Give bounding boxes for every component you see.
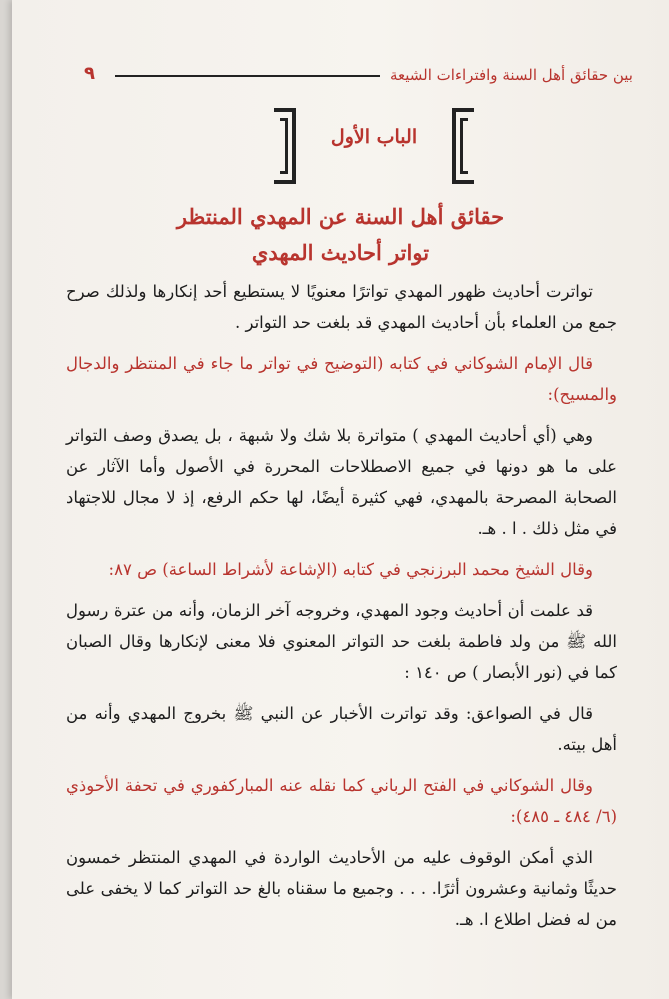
chapter-frame: [274, 108, 474, 184]
left-bracket-ornament: [274, 108, 296, 184]
quote-intro: وقال الشيخ محمد البرزنجي في كتابه (الإشاعة لأشراط الساعة) ص ٨٧:: [108, 560, 593, 579]
page-body: [66, 276, 617, 935]
quote-intro: قال الإمام الشوكاني في كتابه (التوضيح في تواتر ما جاء في المنتظر والدجال والمسيح):: [66, 354, 617, 404]
paragraph: قال في الصواعق: وقد تواترت الأخبار عن النبي ﷺ بخروج المهدي وأنه من أهل بيته.: [66, 704, 617, 754]
page-header: [84, 50, 633, 84]
paragraph: قد علمت أن أحاديث وجود المهدي، وخروجه آخر الزمان، وأنه من عترة رسول الله ﷺ من ولد فاطمة بلغت حد التواتر المعنوي فلا معنى لإنكارها وقال الصبان كما في (نور الأبصار ) ص ١٤٠ :: [66, 601, 617, 682]
paragraph: تواترت أحاديث ظهور المهدي تواترًا معنويًا لا يستطيع أحد إنكارها ولذلك صرح جمع من العلماء بأن أحاديث المهدي قد بلغت حد التواتر .: [66, 282, 617, 332]
running-title: بين حقائق أهل السنة وافتراءات الشيعة: [389, 66, 633, 84]
header-rule: [115, 75, 380, 77]
section-subheading: تواتر أحاديث المهدي: [251, 240, 430, 265]
right-bracket-ornament: [452, 108, 474, 184]
chapter-title: الباب الأول: [330, 126, 418, 148]
book-page: [12, 0, 669, 999]
quote-intro: وقال الشوكاني في الفتح الرباني كما نقله عنه المباركفوري في تحفة الأحوذي (٦/ ٤٨٤ ـ ٤٨٥):: [66, 776, 617, 826]
section-heading: حقائق أهل السنة عن المهدي المنتظر: [176, 204, 505, 229]
page-number: ٩: [84, 63, 95, 84]
paragraph: وهي (أي أحاديث المهدي ) متواترة بلا شك ولا شبهة ، بل يصدق وصف التواتر على ما هو دونها في جميع الاصطلاحات المحررة في الأصول وأما الآثار عن الصحابة المصرحة بالمهدي، فهي كثيرة أيضًا، لها حكم الرفع، إذ لا مجال للاجتهاد في مثل ذلك . ا . هـ.: [66, 426, 617, 538]
paragraph: الذي أمكن الوقوف عليه من الأحاديث الواردة في المهدي المنتظر خمسون حديثًا وثمانية وعشرون أثرًا. . . . وجميع ما سقناه بالغ حد التواتر كما لا يخفى على من له فضل اطلاع ا. هـ.: [66, 848, 617, 929]
